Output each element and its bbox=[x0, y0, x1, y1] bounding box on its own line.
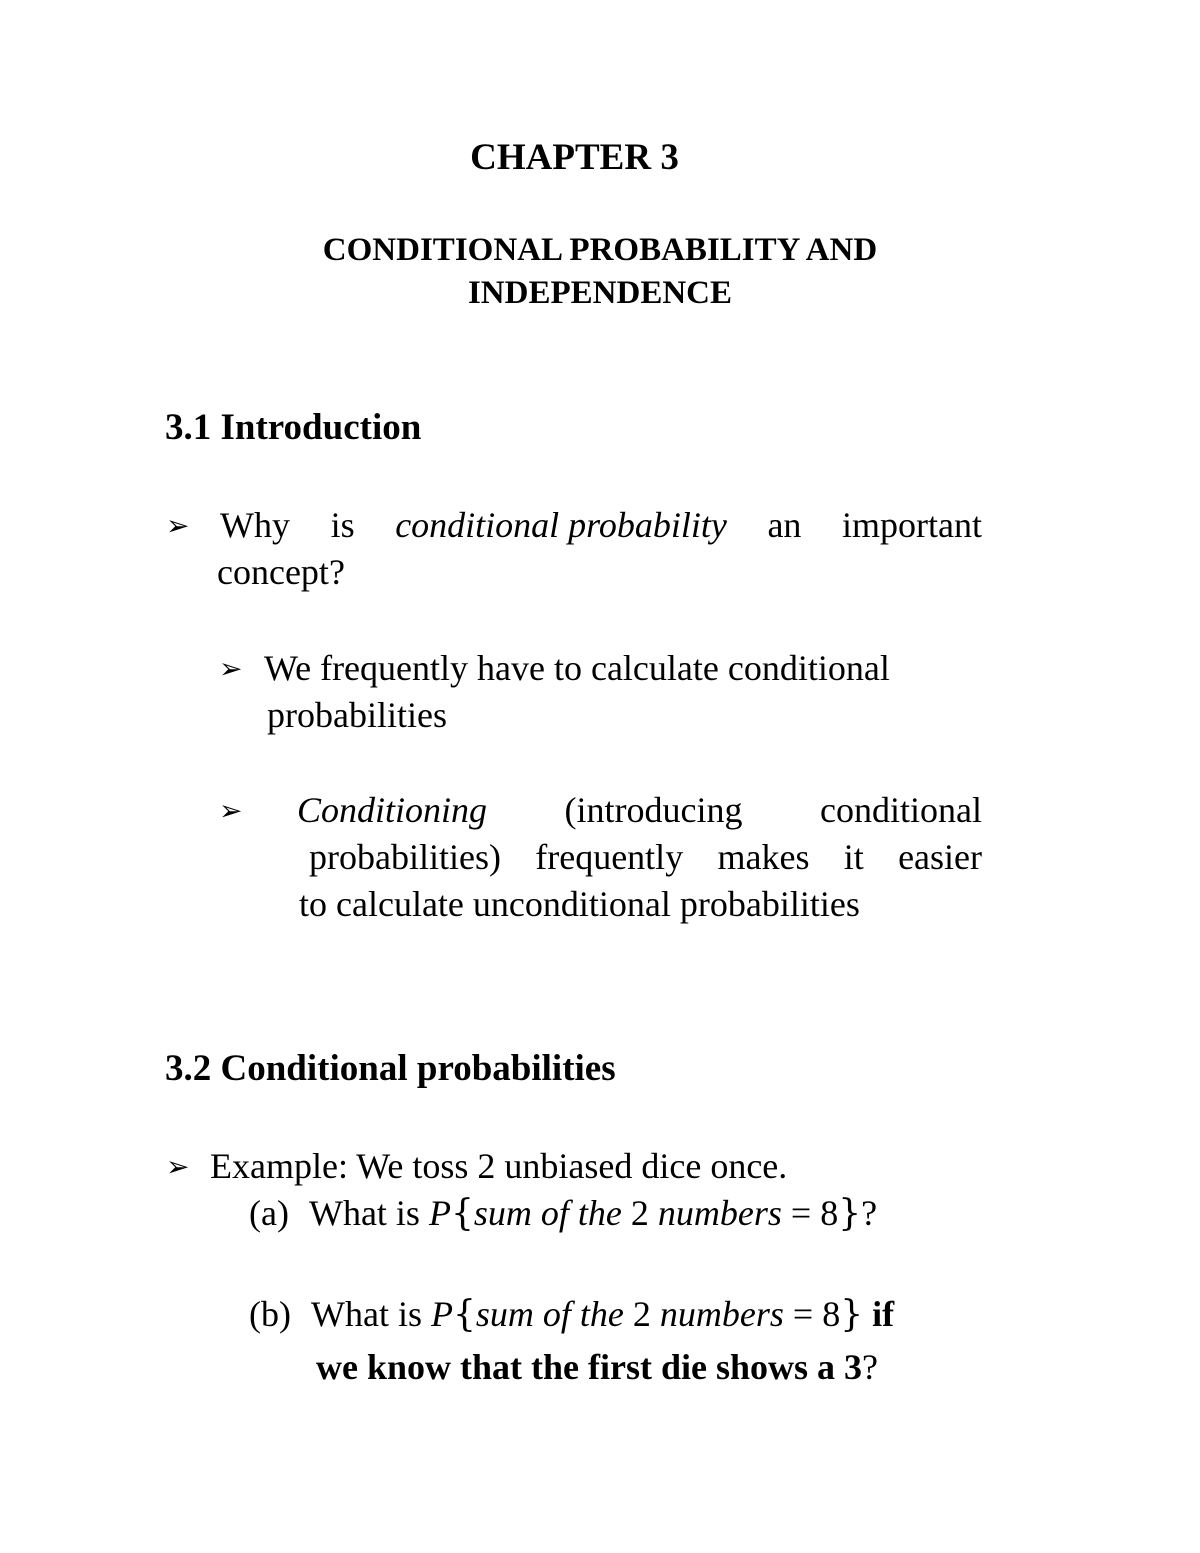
sub-bullet-2-word: (introducing bbox=[564, 790, 743, 830]
arrow-bullet-icon: ➢ bbox=[166, 509, 190, 542]
sub-bullet-1-line-1: We frequently have to calculate conditional bbox=[264, 648, 890, 688]
sub-bullet-2-word: probabilities) bbox=[309, 837, 501, 877]
chapter-subtitle-line-2: INDEPENDENCE bbox=[467, 275, 733, 311]
example-text: Example: We toss 2 unbiased dice once. bbox=[210, 1146, 788, 1186]
part-b-line-2 bbox=[316, 1344, 878, 1391]
chapter-subtitle-line-1: CONDITIONAL PROBABILITY AND bbox=[322, 232, 878, 268]
formula-word: the bbox=[577, 1193, 622, 1233]
question-line-2: concept? bbox=[217, 552, 345, 592]
example-part-b bbox=[249, 1291, 894, 1338]
formula-p: P bbox=[428, 1193, 451, 1233]
part-b-if: if bbox=[872, 1294, 895, 1334]
section-heading-introduction: 3.1 Introduction bbox=[165, 407, 422, 448]
sub-bullet-2-word: frequently bbox=[535, 837, 684, 877]
part-a-end: ? bbox=[861, 1193, 878, 1233]
formula-word: of bbox=[540, 1193, 569, 1233]
part-b-end: ? bbox=[862, 1347, 878, 1387]
sub-bullet-2-emphasis: Conditioning bbox=[297, 790, 488, 830]
formula-number: 8 bbox=[822, 1294, 841, 1334]
question-word: an bbox=[767, 505, 802, 545]
formula-word: numbers bbox=[659, 1294, 784, 1334]
part-a-text: What is bbox=[308, 1193, 420, 1233]
formula-equals: = bbox=[790, 1193, 812, 1233]
formula-close-brace: } bbox=[838, 1193, 862, 1234]
formula-word: the bbox=[579, 1294, 624, 1334]
part-b-text: What is bbox=[310, 1294, 422, 1334]
example-part-a bbox=[249, 1190, 877, 1237]
part-b-condition: we know that the first die shows a 3 bbox=[316, 1347, 863, 1387]
sub-bullet-2-line-2 bbox=[309, 834, 982, 881]
sub-bullet-2-word: makes bbox=[717, 837, 810, 877]
question-emphasis: conditional probability bbox=[395, 505, 727, 545]
arrow-bullet-icon: ➢ bbox=[219, 794, 243, 827]
sub-bullet-1-paragraph bbox=[264, 645, 982, 739]
formula-p: P bbox=[430, 1294, 453, 1334]
formula-close-brace: } bbox=[840, 1294, 864, 1335]
formula-equals: = bbox=[792, 1294, 814, 1334]
sub-bullet-2-word: easier bbox=[898, 837, 982, 877]
arrow-bullet-icon: ➢ bbox=[166, 1150, 190, 1183]
formula-word: of bbox=[542, 1294, 571, 1334]
question-line-1 bbox=[220, 502, 982, 549]
question-word: Why bbox=[220, 505, 290, 545]
chapter-title: CHAPTER 3 bbox=[470, 137, 679, 178]
question-word: important bbox=[842, 505, 982, 545]
formula-open-brace: { bbox=[450, 1193, 474, 1234]
question-paragraph bbox=[217, 502, 982, 596]
formula-word: numbers bbox=[657, 1193, 782, 1233]
sub-bullet-2-word: it bbox=[843, 837, 864, 877]
part-b-label: (b) bbox=[249, 1294, 291, 1334]
sub-bullet-2-paragraph bbox=[297, 787, 982, 928]
sub-bullet-2-line-1 bbox=[297, 787, 982, 834]
section-heading-conditional-probabilities: 3.2 Conditional probabilities bbox=[165, 1048, 616, 1089]
formula-word: sum bbox=[475, 1294, 534, 1334]
chapter-subtitle bbox=[0, 229, 1200, 315]
formula-word: sum bbox=[473, 1193, 532, 1233]
sub-bullet-1-line-2: probabilities bbox=[267, 695, 447, 735]
formula-number: 2 bbox=[630, 1193, 649, 1233]
part-a-label: (a) bbox=[249, 1193, 289, 1233]
probability-formula bbox=[429, 1193, 861, 1233]
formula-number: 2 bbox=[632, 1294, 651, 1334]
question-word: is bbox=[330, 505, 355, 545]
formula-number: 8 bbox=[820, 1193, 839, 1233]
sub-bullet-2-word: conditional bbox=[820, 790, 982, 830]
formula-open-brace: { bbox=[452, 1294, 476, 1335]
probability-formula bbox=[431, 1294, 863, 1334]
sub-bullet-2-line-3: to calculate unconditional probabilities bbox=[299, 884, 860, 924]
arrow-bullet-icon: ➢ bbox=[219, 652, 243, 685]
